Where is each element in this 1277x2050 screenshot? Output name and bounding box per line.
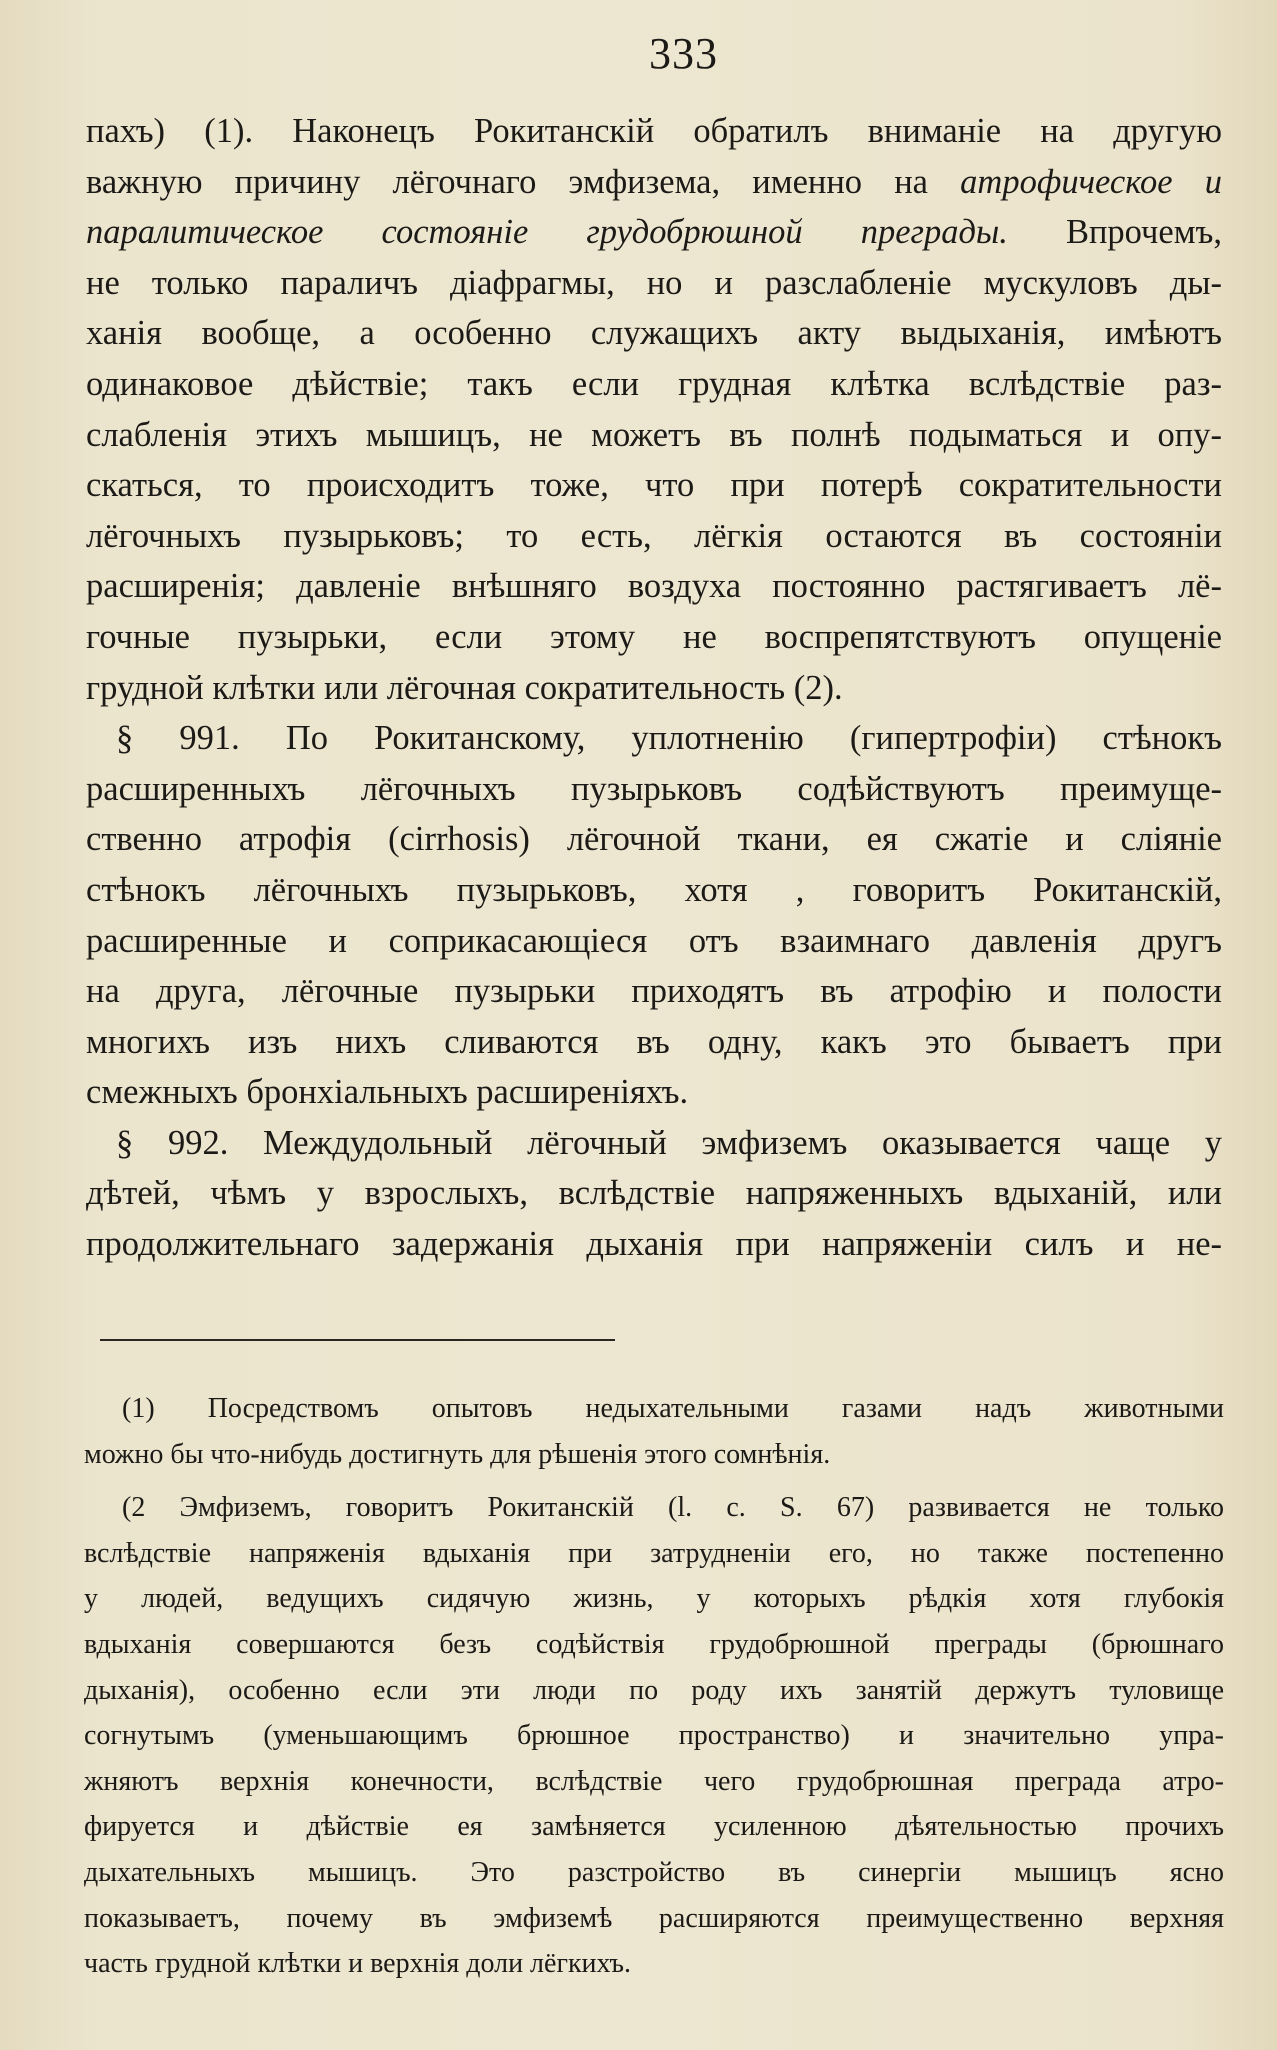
footnote-2-line: показываетъ, почему въ эмфиземѣ расширяются преимущественно верхняя [84, 1902, 1224, 1934]
text-line: расширенія; давленіе внѣшняго воздуха постоянно растягиваетъ лё- [86, 567, 1222, 606]
footnote-2-line: согнутымъ (уменьшающимъ брюшное пространство) и значительно упра- [84, 1720, 1224, 1752]
text-line: многихъ изъ нихъ сливаются въ одну, какъ это бываетъ при [86, 1022, 1222, 1061]
footnote-2-line: дыханія), особенно если эти люди по роду ихъ занятій держутъ туловище [84, 1674, 1224, 1706]
text-line: скаться, то происходитъ тоже, что при потерѣ сократительности [86, 466, 1222, 505]
text-line: ханія вообще, а особенно служащихъ акту выдыханія, имѣютъ [86, 314, 1222, 353]
text-line: не только параличъ діафрагмы, но и разслабленіе мускуловъ ды- [86, 263, 1222, 302]
footnote-2-line: вслѣдствіе напряженія вдыханія при затрудненіи его, но также постепенно [84, 1537, 1224, 1569]
text-line: гочные пузырьки, если этому не воспрепятствуютъ опущеніе [86, 617, 1222, 656]
italic-text: паралитическое состояніе грудобрюшной преграды. [86, 213, 1008, 252]
section-992-start: § 992. Междудольный лёгочный эмфиземъ оказывается чаще у [116, 1123, 1222, 1162]
footnote-2-line: у людей, ведущихъ сидячую жизнь, у которыхъ рѣдкія хотя глубокія [84, 1583, 1224, 1615]
footnote-divider [100, 1339, 615, 1341]
text-line [86, 207, 1222, 258]
text-line: дѣтей, чѣмъ у взрослыхъ, вслѣдствіе напряженныхъ вдыханій, или [86, 1174, 1222, 1213]
footnote-gap [84, 1477, 1224, 1485]
footnote-2-line: (2 Эмфиземъ, говоритъ Рокитанскій (l. c. S. 67) развивается не только [122, 1492, 1224, 1524]
text-line: пахъ) (1). Наконецъ Рокитанскій обратилъ вниманіе на другую [86, 112, 1222, 150]
text-line: ственно атрофія (cirrhosis) лёгочной ткани, ея сжатіе и сліяніе [86, 820, 1222, 859]
text-line: смежныхъ бронхіальныхъ расширеніяхъ. [86, 1073, 689, 1112]
text-line: одинаковое дѣйствіе; такъ если грудная клѣтка вслѣдствіе раз- [86, 364, 1222, 403]
text-line [86, 157, 1222, 208]
main-text [86, 106, 1222, 1270]
footnotes [84, 1386, 1224, 1987]
page-number: 333 [649, 29, 718, 78]
text-line: лёгочныхъ пузырьковъ; то есть, лёгкія остаются въ состояніи [86, 516, 1222, 555]
text-line: на друга, лёгочные пузырьки приходятъ въ атрофію и полости [86, 972, 1222, 1011]
footnote-2-line: часть грудной клѣтки и верхнія доли лёгкихъ. [84, 1948, 631, 1980]
text-line: стѣнокъ лёгочныхъ пузырьковъ, хотя , говоритъ Рокитанскій, [86, 870, 1222, 909]
text-segment: Впрочемъ, [1007, 213, 1222, 252]
text-line: расширенные и соприкасающіеся отъ взаимнаго давленія другъ [86, 921, 1222, 960]
footnote-2-line: жняютъ верхнія конечности, вслѣдствіе чего грудобрюшная преграда атро- [84, 1765, 1224, 1797]
text-line: продолжительнаго задержанія дыханія при напряженіи силъ и не- [86, 1225, 1222, 1264]
footnote-1-line: можно бы что-нибудь достигнуть для рѣшенія этого сомнѣнія. [84, 1438, 831, 1470]
section-991-start: § 991. По Рокитанскому, уплотненію (гипертрофіи) стѣнокъ [116, 719, 1222, 758]
text-line: грудной клѣтки или лёгочная сократительность (2). [86, 668, 843, 707]
text-segment: важную причину лёгочнаго эмфизема, именно на [86, 162, 928, 201]
footnote-1-line: (1) Посредствомъ опытовъ недыхательными газами надъ животными [122, 1393, 1224, 1424]
footnote-2-line: фируется и дѣйствіе ея замѣняется усиленною дѣятельностью прочихъ [84, 1811, 1224, 1843]
text-line: расширенныхъ лёгочныхъ пузырьковъ содѣйствуютъ преимуще- [86, 769, 1222, 808]
footnote-2-line: вдыханія совершаются безъ содѣйствія грудобрюшной преграды (брюшнаго [84, 1628, 1224, 1660]
italic-text: атрофическое и [960, 162, 1222, 201]
footnote-2-line: дыхательныхъ мышицъ. Это разстройство въ синергіи мышицъ ясно [84, 1856, 1224, 1888]
text-line: слабленія этихъ мышицъ, не можетъ въ полнѣ подыматься и опу- [86, 415, 1222, 454]
